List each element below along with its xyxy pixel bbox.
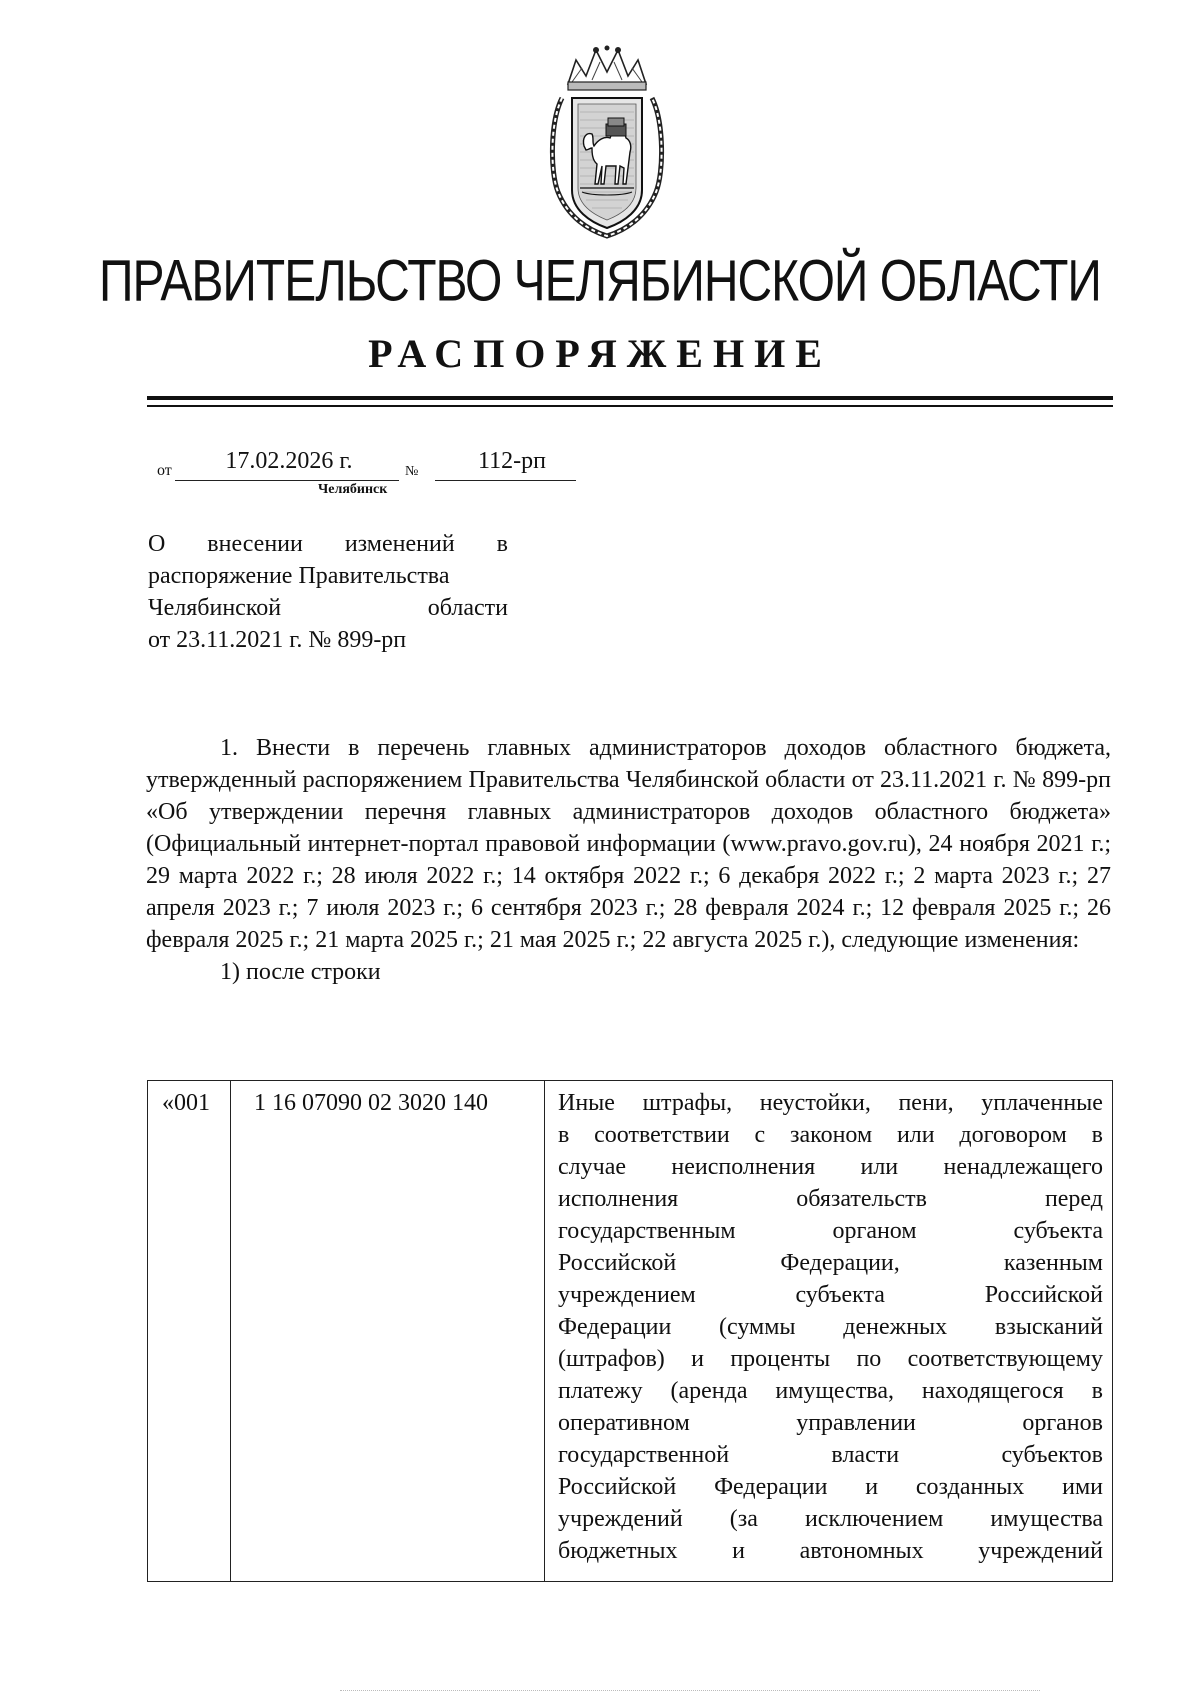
description-word: субъектов <box>1001 1442 1103 1468</box>
description-word: в <box>1091 1378 1103 1404</box>
government-title: ПРАВИТЕЛЬСТВО ЧЕЛЯБИНСКОЙ ОБЛАСТИ <box>99 249 1101 314</box>
subject-word: изменений <box>344 531 455 557</box>
table-column-divider <box>230 1081 231 1581</box>
description-word: (аренда <box>670 1378 748 1404</box>
description-word: и <box>691 1346 704 1372</box>
description-line <box>558 1343 1103 1375</box>
description-word: Российской <box>558 1250 677 1276</box>
description-word: казенным <box>1003 1250 1103 1276</box>
subject-word: Челябинской <box>148 595 282 621</box>
description-word: проценты <box>730 1346 831 1372</box>
description-word: Иные <box>558 1090 615 1116</box>
table-cell-budget-code: 1 16 07090 02 3020 140 <box>254 1090 488 1116</box>
description-word: имущества <box>990 1506 1103 1532</box>
description-word: учреждений <box>558 1506 683 1532</box>
subject-line <box>148 560 508 592</box>
description-word: обязательств <box>796 1186 927 1212</box>
document-body <box>146 732 1111 988</box>
page-bottom-edge <box>340 1690 1040 1691</box>
description-word: с <box>754 1122 766 1148</box>
description-word: случае <box>558 1154 627 1180</box>
description-word: учреждений <box>978 1538 1103 1564</box>
description-word: автономных <box>799 1538 924 1564</box>
description-word: и <box>732 1538 745 1564</box>
description-word: соответствии <box>594 1122 730 1148</box>
income-table <box>147 1080 1113 1582</box>
description-word: субъекта <box>1013 1218 1103 1244</box>
subject-line <box>148 528 508 560</box>
description-word: неисполнения <box>671 1154 816 1180</box>
header-divider-thick <box>147 396 1113 400</box>
description-line <box>558 1503 1103 1535</box>
description-word: Российской <box>558 1474 677 1500</box>
description-word: уплаченные <box>981 1090 1103 1116</box>
subject-word: О <box>148 531 166 557</box>
description-line <box>558 1407 1103 1439</box>
document-number: 112-рп <box>478 448 546 474</box>
description-word: Федерации <box>558 1314 672 1340</box>
description-word: учреждением <box>558 1282 696 1308</box>
description-word: и <box>865 1474 879 1500</box>
description-word: (суммы <box>719 1314 796 1340</box>
description-line <box>558 1247 1103 1279</box>
description-word: Федерации, <box>780 1250 900 1276</box>
description-word: штрафы, <box>642 1090 733 1116</box>
description-word: взысканий <box>994 1314 1103 1340</box>
description-word: Федерации <box>714 1474 828 1500</box>
description-word: находящегося <box>921 1378 1064 1404</box>
description-line <box>558 1215 1103 1247</box>
description-word: ненадлежащего <box>943 1154 1103 1180</box>
description-line <box>558 1535 1103 1567</box>
description-line <box>558 1439 1103 1471</box>
subject-word: распоряжение Правительства <box>148 563 450 589</box>
number-label: № <box>405 464 419 479</box>
from-label: от <box>157 462 172 479</box>
description-word: по <box>856 1346 882 1372</box>
description-word: власти <box>831 1442 900 1468</box>
description-word: или <box>860 1154 899 1180</box>
document-date: 17.02.2026 г. <box>225 448 353 474</box>
description-word: неустойки, <box>759 1090 871 1116</box>
description-line <box>558 1375 1103 1407</box>
description-word: платежу <box>558 1378 643 1404</box>
description-word: соответствующему <box>907 1346 1103 1372</box>
subject-word: от 23.11.2021 г. № 899-рп <box>148 627 407 653</box>
description-line <box>558 1119 1103 1151</box>
description-line <box>558 1151 1103 1183</box>
description-word: государственной <box>558 1442 730 1468</box>
description-word: оперативном <box>558 1410 690 1436</box>
description-word: пени, <box>898 1090 954 1116</box>
description-word: управлении <box>796 1410 916 1436</box>
description-word: в <box>1091 1122 1103 1148</box>
coat-of-arms-emblem <box>548 42 666 252</box>
header-divider-thin <box>147 405 1113 407</box>
description-word: (штрафов) <box>558 1346 665 1372</box>
description-word: законом <box>790 1122 873 1148</box>
table-cell-description <box>558 1087 1103 1567</box>
description-word: органом <box>832 1218 917 1244</box>
description-word: в <box>558 1122 570 1148</box>
document-subject <box>148 528 508 656</box>
description-word: денежных <box>843 1314 948 1340</box>
description-line <box>558 1279 1103 1311</box>
subject-line <box>148 624 508 656</box>
subject-word: внесении <box>207 531 303 557</box>
description-line <box>558 1087 1103 1119</box>
number-underline <box>435 480 576 481</box>
description-word: бюджетных <box>558 1538 678 1564</box>
description-word: договором <box>959 1122 1067 1148</box>
description-word: субъекта <box>795 1282 885 1308</box>
subject-line <box>148 592 508 624</box>
table-column-divider <box>544 1081 545 1581</box>
description-word: исключением <box>804 1506 944 1532</box>
description-word: органов <box>1022 1410 1103 1436</box>
description-word: ими <box>1062 1474 1103 1500</box>
subject-word: в <box>496 531 508 557</box>
paragraph-1: 1. Внести в перечень главных администраторов доходов областного бюджета, утвержденный распоряжением Правительства Челябинской области от 23.11.2021 г. № 899-рп «Об утверждении перечня главных администраторов доходов областного бюджета» (Официальный интернет-портал правовой информации (www.pravo.gov.ru), 24 ноября 2021 г.; 29 марта 2022 г.; 28 июля 2022 г.; 14 октября 2022 г.; 6 декабря 2022 г.; 2 марта 2023 г.; 27 апреля 2023 г.; 7 июля 2023 г.; 6 сентября 2023 г.; 28 февраля 2024 г.; 12 февраля 2025 г.; 26 февраля 2025 г.; 21 марта 2025 г.; 21 мая 2025 г.; 22 августа 2025 г.), следующие изменения: <box>146 735 1111 953</box>
date-underline <box>175 480 399 481</box>
description-word: исполнения <box>558 1186 679 1212</box>
description-word: или <box>896 1122 935 1148</box>
paragraph-2: 1) после строки <box>220 959 381 985</box>
description-word: (за <box>729 1506 758 1532</box>
city-label: Челябинск <box>318 482 388 497</box>
description-line <box>558 1183 1103 1215</box>
description-word: государственным <box>558 1218 736 1244</box>
description-word: имущества, <box>775 1378 894 1404</box>
description-word: перед <box>1044 1186 1103 1212</box>
description-word: Российской <box>984 1282 1103 1308</box>
subject-word: области <box>427 595 508 621</box>
description-line <box>558 1311 1103 1343</box>
description-word: созданных <box>915 1474 1025 1500</box>
table-cell-admin-code: «001 <box>162 1090 210 1116</box>
document-type: РАСПОРЯЖЕНИЕ <box>368 331 832 376</box>
description-line <box>558 1471 1103 1503</box>
